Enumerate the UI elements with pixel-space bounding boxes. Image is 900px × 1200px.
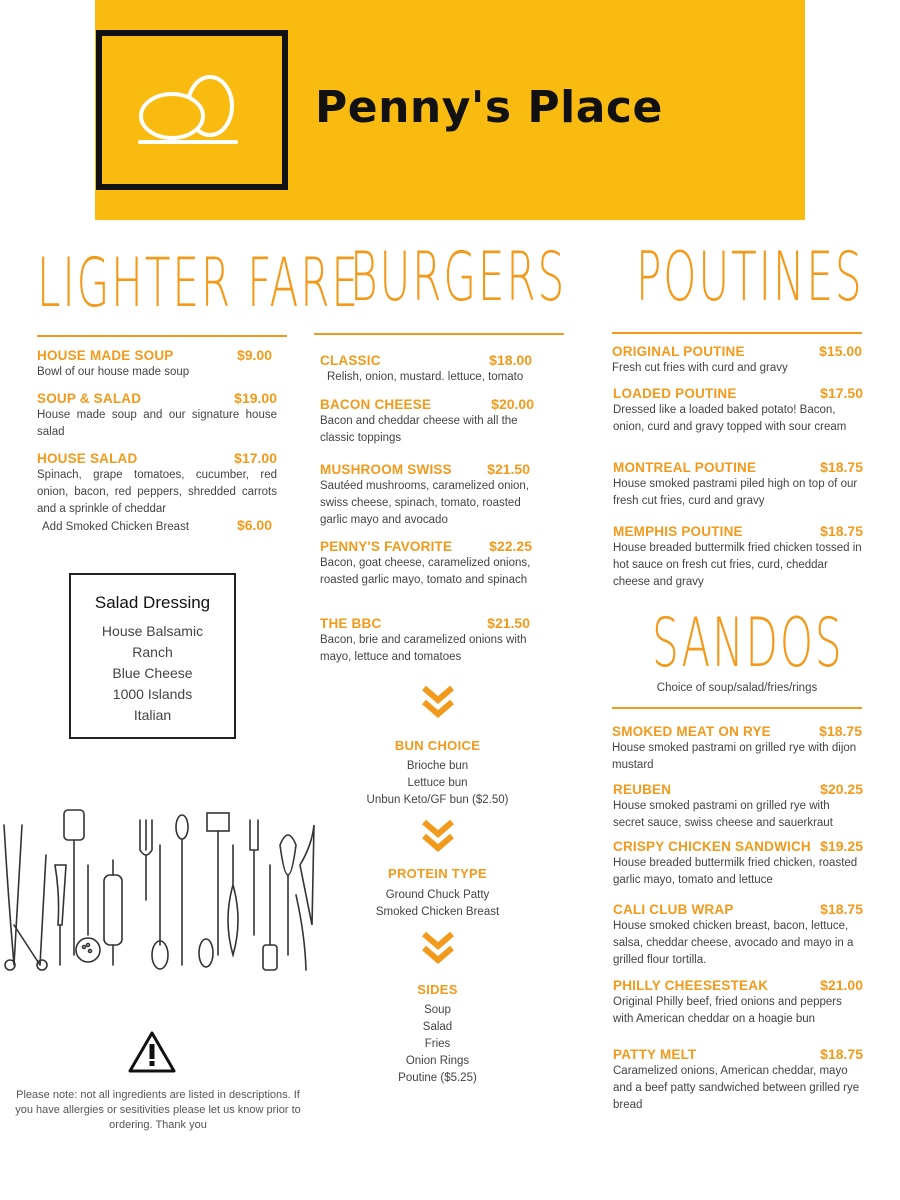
bun-choice-title: BUN CHOICE xyxy=(394,738,481,753)
item-price: $20.00 xyxy=(491,396,534,412)
eggs-icon xyxy=(132,68,242,153)
menu-item xyxy=(613,901,863,969)
burgers-title: BURGERS xyxy=(350,238,567,317)
dressing-option: 1000 Islands xyxy=(112,686,193,702)
side-option: Soup xyxy=(424,1004,451,1016)
item-name: SMOKED MEAT ON RYE xyxy=(612,724,771,739)
item-name: MEMPHIS POUTINE xyxy=(613,524,743,539)
sandos-subtitle: Choice of soup/salad/fries/rings xyxy=(656,682,818,694)
item-price: $19.00 xyxy=(234,390,277,406)
bun-choice-list xyxy=(315,758,560,809)
item-description: House smoked pastrami piled high on top of our fresh cut fries, curd and gravy xyxy=(613,478,858,507)
bun-option: Unbun Keto/GF bun ($2.50) xyxy=(366,794,509,806)
dressing-option: House Balsamic xyxy=(101,623,204,639)
salad-dressing-title: Salad Dressing xyxy=(94,593,211,612)
addon-row xyxy=(42,517,272,533)
protein-option: Ground Chuck Patty xyxy=(385,889,490,901)
menu-item xyxy=(613,459,863,510)
item-description: Caramelized onions, American cheddar, mayo and a beef patty sandwiched between grilled rye bread xyxy=(613,1065,860,1111)
chevron-down-icon xyxy=(420,684,456,720)
menu-item xyxy=(320,538,550,589)
item-price: $18.75 xyxy=(820,1046,863,1062)
menu-item xyxy=(320,615,550,666)
restaurant-name: Penny's Place xyxy=(315,82,663,133)
item-name: PHILLY CHEESESTEAK xyxy=(613,978,769,993)
burgers-divider xyxy=(314,333,564,335)
item-price: $9.00 xyxy=(236,347,272,363)
item-description: Original Philly beef, fried onions and peppers with American cheddar on a hoagie bun xyxy=(613,996,842,1025)
salad-dressing-box xyxy=(69,573,236,739)
item-price: $18.75 xyxy=(819,723,862,739)
item-price: $18.75 xyxy=(820,523,863,539)
menu-item xyxy=(613,781,863,832)
item-price: $21.50 xyxy=(487,461,530,477)
item-description: House smoked pastrami on grilled rye with dijon mustard xyxy=(612,742,857,771)
item-price: $18.00 xyxy=(489,352,532,368)
item-name: PENNY'S FAVORITE xyxy=(320,539,453,554)
side-option: Salad xyxy=(422,1021,453,1033)
menu-item xyxy=(320,461,550,529)
side-option: Poutine ($5.25) xyxy=(398,1072,477,1084)
item-description: House made soup and our signature house salad xyxy=(37,409,277,438)
item-name: PATTY MELT xyxy=(613,1047,697,1062)
protein-option: Smoked Chicken Breast xyxy=(375,906,500,918)
menu-item xyxy=(37,390,277,441)
addon-price: $6.00 xyxy=(236,517,272,533)
item-name: CLASSIC xyxy=(320,353,381,368)
menu-item xyxy=(37,450,277,518)
dressing-option: Blue Cheese xyxy=(112,665,193,681)
item-name: THE BBC xyxy=(320,616,382,631)
poutines-divider xyxy=(612,332,862,334)
item-name: MONTREAL POUTINE xyxy=(613,460,757,475)
item-description: House breaded buttermilk fried chicken, roasted garlic mayo, tomato and lettuce xyxy=(613,857,858,886)
side-option: Onion Rings xyxy=(405,1055,470,1067)
item-description: Fresh cut fries with curd and gravy xyxy=(612,362,788,374)
item-name: CRISPY CHICKEN SANDWICH xyxy=(613,839,811,854)
item-name: HOUSE MADE SOUP xyxy=(37,348,174,363)
sides-title: SIDES xyxy=(417,982,458,997)
menu-item xyxy=(320,396,534,447)
item-price: $22.25 xyxy=(489,538,532,554)
item-name: MUSHROOM SWISS xyxy=(320,462,452,477)
chevron-down-icon xyxy=(420,930,456,966)
item-price: $18.75 xyxy=(820,901,863,917)
lighter-fare-divider xyxy=(37,335,287,337)
menu-item xyxy=(612,723,862,774)
item-name: BACON CHEESE xyxy=(320,397,432,412)
warning-icon xyxy=(127,1030,177,1074)
item-description: House smoked pastrami on grilled rye with secret sauce, swiss cheese and sauerkraut xyxy=(613,800,833,829)
utensils-illustration xyxy=(0,805,320,975)
item-name: SOUP & SALAD xyxy=(37,391,142,406)
item-price: $21.00 xyxy=(820,977,863,993)
bun-option: Brioche bun xyxy=(406,760,469,772)
item-name: ORIGINAL POUTINE xyxy=(612,344,745,359)
item-name: CALI CLUB WRAP xyxy=(613,902,734,917)
menu-item xyxy=(613,523,863,591)
item-price: $21.50 xyxy=(487,615,530,631)
item-price: $17.50 xyxy=(820,385,863,401)
item-description: Relish, onion, mustard. lettuce, tomato xyxy=(327,371,524,383)
item-name: REUBEN xyxy=(613,782,672,797)
menu-item xyxy=(613,977,863,1028)
item-description: Bacon, goat cheese, caramelized onions, roasted garlic mayo, tomato and spinach xyxy=(320,557,531,586)
logo-frame xyxy=(96,30,288,190)
item-price: $20.25 xyxy=(820,781,863,797)
sides-list xyxy=(315,1002,560,1087)
menu-item xyxy=(37,347,272,381)
sandos-title: SANDOS xyxy=(652,604,844,683)
item-description: Spinach, grape tomatoes, cucumber, red onion, bacon, red peppers, shredded carrots and a sprinkle of cheddar xyxy=(37,469,277,515)
addon-label: Add Smoked Chicken Breast xyxy=(42,521,190,533)
menu-item xyxy=(320,352,532,386)
menu-item xyxy=(613,1046,863,1114)
protein-type-list xyxy=(315,887,560,921)
allergy-note: Please note: not all ingredients are listed in descriptions. If you have allergies or sesitivities please let us know prior to ordering. Thank you xyxy=(15,1089,301,1131)
protein-type-title: PROTEIN TYPE xyxy=(388,866,487,881)
item-description: House breaded buttermilk fried chicken tossed in hot sauce on fresh cut fries, curd, cheddar cheese and gravy xyxy=(613,542,862,588)
item-price: $19.25 xyxy=(820,838,863,854)
item-price: $18.75 xyxy=(820,459,863,475)
dressing-option: Italian xyxy=(133,707,172,723)
item-description: Bowl of our house made soup xyxy=(37,366,190,378)
lighter-fare-title: LIGHTER FARE xyxy=(37,244,360,323)
item-description: Dressed like a loaded baked potato! Bacon, onion, curd and gravy topped with sour cream xyxy=(613,404,847,433)
item-description: House smoked chicken breast, bacon, lettuce, salsa, cheddar cheese, avocado and mayo in a grilled flour tortilla. xyxy=(613,920,854,966)
item-price: $15.00 xyxy=(819,343,862,359)
menu-item xyxy=(613,838,863,889)
item-price: $17.00 xyxy=(234,450,277,466)
item-description: Bacon, brie and caramelized onions with mayo, lettuce and tomatoes xyxy=(320,634,527,663)
item-name: LOADED POUTINE xyxy=(613,386,737,401)
item-name: HOUSE SALAD xyxy=(37,451,138,466)
item-description: Bacon and cheddar cheese with all the classic toppings xyxy=(320,415,518,444)
poutines-title: POUTINES xyxy=(636,238,864,317)
side-option: Fries xyxy=(424,1038,451,1050)
bun-option: Lettuce bun xyxy=(407,777,468,789)
dressing-option: Ranch xyxy=(132,644,173,660)
item-description: Sautéed mushrooms, caramelized onion, swiss cheese, spinach, tomato, roasted garlic mayo and avocado xyxy=(320,480,530,526)
chevron-down-icon xyxy=(420,818,456,854)
sandos-divider xyxy=(612,707,862,709)
menu-item xyxy=(613,385,863,436)
menu-item xyxy=(612,343,862,377)
